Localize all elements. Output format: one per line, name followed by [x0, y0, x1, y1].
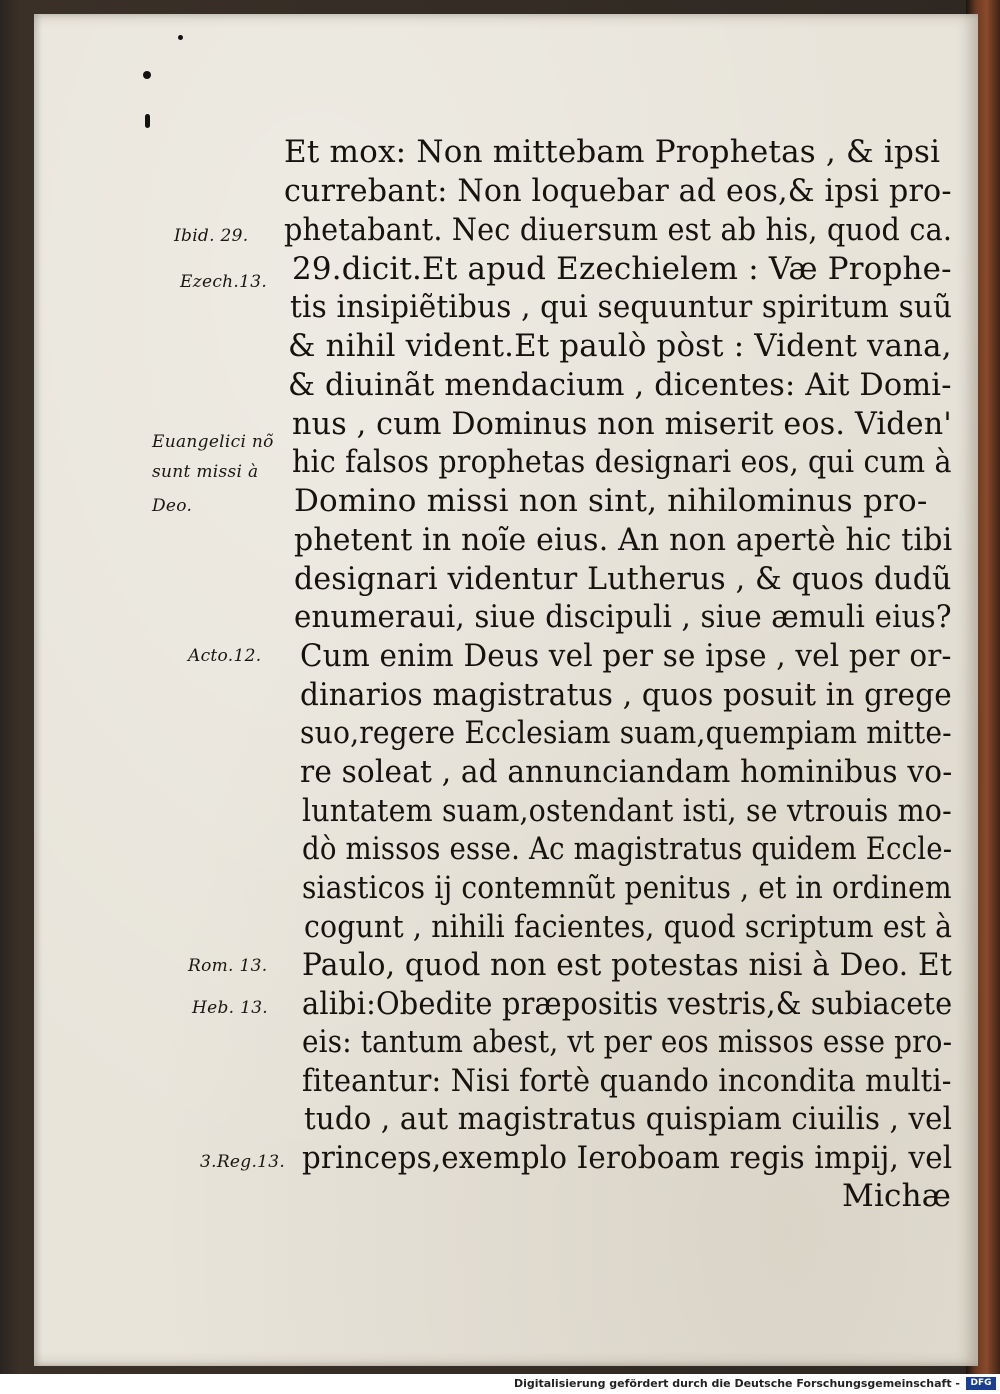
text-line: phetabant. Nec diuersum est ab his, quod ca. — [284, 212, 953, 248]
margin-note-euangelici-1: Euangelici nõ — [152, 432, 274, 452]
ink-dot — [178, 35, 183, 40]
text-line: eis: tantum abest, vt per eos missos esse pro- — [302, 1024, 953, 1060]
dfg-logo: DFG — [966, 1377, 996, 1390]
text-line: Paulo, quod non est potestas nisi à Deo. Et — [302, 947, 952, 983]
text-line: 29.dicit.Et apud Ezechielem : Væ Prophe- — [292, 251, 952, 287]
text-line: alibi:Obedite præpositis vestris,& subiacete — [302, 986, 953, 1022]
margin-note-heb: Heb. 13. — [192, 998, 269, 1018]
text-line: fiteantur: Nisi fortè quando incondita multi- — [302, 1063, 952, 1099]
text-line: re soleat , ad annunciandam hominibus vo- — [300, 754, 953, 790]
margin-note-euangelici-3: Deo. — [152, 496, 193, 516]
margin-note-rom: Rom. 13. — [188, 956, 268, 976]
text-line: nus , cum Dominus non miserit eos. Viden' — [292, 406, 952, 442]
digitization-credit: Digitalisierung gefördert durch die Deutsche Forschungsgemeinschaft - — [513, 1377, 960, 1390]
ink-dot — [143, 71, 151, 79]
text-line: cogunt , nihili facientes, quod scriptum est à — [304, 909, 953, 945]
text-line: dò missos esse. Ac magistratus quidem Eccle- — [302, 831, 953, 867]
text-line: hic falsos prophetas designari eos, qui cum à — [292, 444, 952, 480]
text-line: suo,regere Ecclesiam suam,quempiam mitte- — [300, 715, 952, 751]
margin-note-ezech: Ezech.13. — [180, 272, 268, 292]
text-line: tis insipiẽtibus , qui sequuntur spiritum suũ — [290, 289, 953, 325]
text-line: currebant: Non loquebar ad eos,& ipsi pro- — [284, 173, 952, 209]
text-line: princeps,exemplo Ieroboam regis impij, vel — [302, 1140, 953, 1176]
text-line: & nihil vident.Et paulò pòst : Vident vana, — [288, 328, 952, 364]
text-line: phetent in noĩe eius. An non apertè hic tibi — [294, 522, 953, 558]
text-line: dinarios magistratus , quos posuit in grege — [300, 677, 952, 713]
text-line: Domino missi non sint, nihilominus pro- — [294, 483, 928, 519]
text-line: Et mox: Non mittebam Prophetas , & ipsi — [284, 134, 941, 170]
text-line: siasticos ij contemnũt penitus , et in ordinem — [302, 870, 952, 906]
text-line: tudo , aut magistratus quispiam ciuilis , vel — [304, 1101, 953, 1137]
margin-note-reg: 3.Reg.13. — [200, 1152, 286, 1172]
ink-dot — [145, 114, 150, 128]
margin-note-acto: Acto.12. — [188, 646, 262, 666]
catchword: Michæ — [842, 1178, 952, 1214]
text-line: enumeraui, siue discipuli , siue æmuli eius? — [294, 599, 952, 635]
margin-note-ibid: Ibid. 29. — [174, 226, 249, 246]
text-line: luntatem suam,ostendant isti, se vtrouis mo- — [302, 793, 952, 829]
text-line: & diuinãt mendacium , dicentes: Ait Domi- — [288, 367, 952, 403]
margin-note-euangelici-2: sunt missi à — [152, 462, 259, 482]
text-line: designari videntur Lutherus , & quos dudũ — [294, 561, 952, 597]
text-line: Cum enim Deus vel per se ipse , vel per or- — [300, 638, 952, 674]
